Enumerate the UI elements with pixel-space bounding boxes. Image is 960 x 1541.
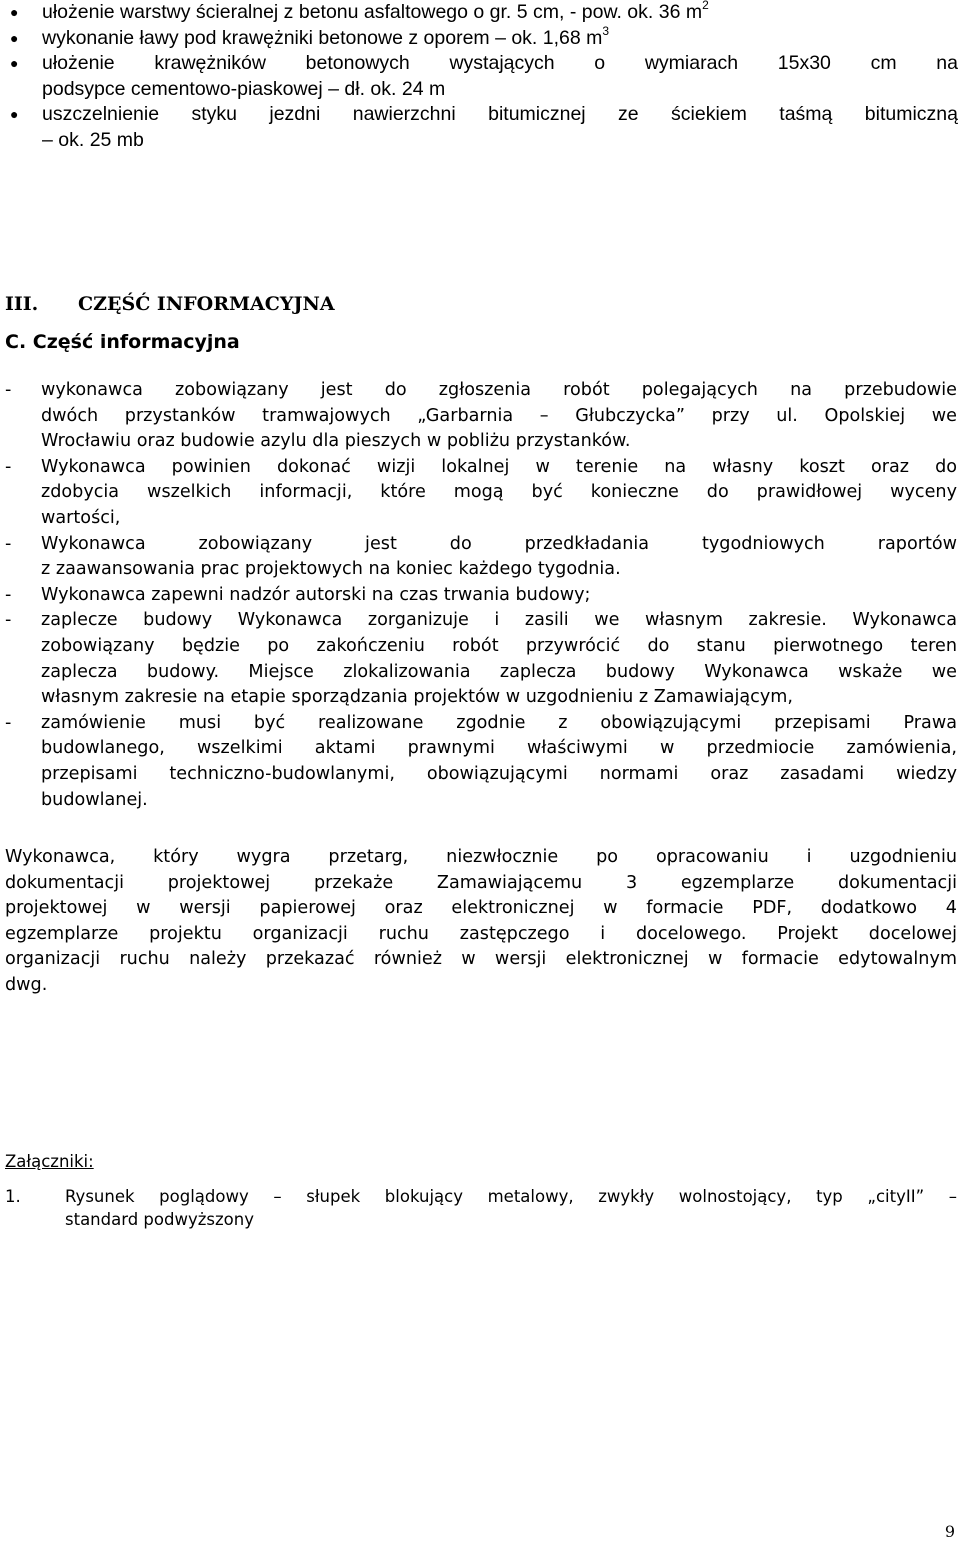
dash-item	[5, 455, 957, 532]
attachment-text	[5, 1185, 957, 1231]
page-number: 9	[944, 1522, 955, 1541]
dash-text: wykonawca zobowiązany jest do zgłoszenia robót polegających na przebudowie	[41, 380, 957, 400]
bullet-item	[0, 0, 960, 26]
body-paragraph	[5, 845, 957, 999]
bullet-item	[0, 102, 960, 153]
dash-text: Wykonawca zapewni nadzór autorski na czas trwania budowy;	[41, 584, 591, 605]
section-heading	[5, 291, 335, 317]
dash-text: zdobycia wszelkich informacji, które mogą być konieczne do prawidłowej wyceny	[41, 482, 957, 503]
paragraph-line: dokumentacji projektowej przekaże Zamawiającemu 3 egzemplarze dokumentacji	[5, 872, 957, 893]
bullet-text: ułożenie warstwy ścieralnej z betonu asfaltowego o gr. 5 cm, - pow. ok. 36 m	[42, 1, 703, 23]
dash-text: Wykonawca powinien dokonać wizji lokalnej w terenie na własny koszt oraz do	[41, 456, 957, 477]
dash-text: z zaawansowania prac projektowych na koniec każdego tygodnia.	[41, 559, 621, 580]
bullet-text: wykonanie ławy pod krawężniki betonowe z oporem – ok. 1,68 m	[42, 26, 603, 49]
attachment-line: standard podwyższony	[65, 1210, 254, 1229]
dash-text: zaplecze budowy Wykonawca zorganizuje i zasili we własnym zakresie. Wykonawca	[41, 610, 957, 631]
dash-item	[5, 711, 957, 813]
bullet-text: podsypce cementowo-piaskowej – dł. ok. 24 m	[42, 77, 446, 100]
paragraph-line: egzemplarze projektu organizacji ruchu zastępczego i docelowego. Projekt docelowej	[5, 923, 957, 944]
dash-marker: -	[5, 456, 12, 477]
attachments-label: Załączniki:	[5, 1152, 94, 1171]
dash-text: Wykonawca zobowiązany jest do przedkładania tygodniowych raportów	[41, 533, 957, 554]
bullet-text: ułożenie krawężników betonowych wystających o wymiarach 15x30 cm na	[42, 52, 958, 74]
dash-list	[5, 378, 957, 813]
section-number: III.	[5, 293, 39, 315]
dash-text: zobowiązany będzie po zakończeniu robót przywrócić do stanu pierwotnego teren	[41, 635, 957, 656]
dash-text: budowlanego, wszelkimi aktami prawnymi właściwymi w przedmiocie zamówienia,	[41, 738, 957, 759]
bullet-icon: ●	[10, 55, 19, 71]
bullet-text: – ok. 25 mb	[42, 128, 144, 151]
attachment-number: 1.	[5, 1187, 21, 1206]
dash-text: przepisami techniczno-budowlanymi, obowiązującymi normami oraz zasadami wiedzy	[41, 763, 957, 784]
dash-item	[5, 608, 957, 710]
dash-item	[5, 532, 957, 583]
dash-text: dwóch przystanków tramwajowych „Garbarnia – Głubczycka” przy ul. Opolskiej we	[41, 405, 957, 426]
dash-text: budowlanej.	[41, 789, 148, 810]
bullet-list	[0, 0, 960, 153]
bullet-icon: ●	[10, 4, 19, 20]
dash-item	[5, 378, 957, 455]
superscript: 2	[702, 0, 709, 12]
dash-text: zamówienie musi być realizowane zgodnie z obowiązującymi przepisami Prawa	[41, 712, 957, 733]
superscript: 3	[602, 23, 610, 38]
dash-marker: -	[5, 380, 12, 400]
subsection-heading: C. Część informacyjna	[5, 331, 240, 353]
dash-marker: -	[5, 584, 12, 605]
dash-text: wartości,	[41, 507, 121, 528]
dash-text: zaplecza budowy. Miejsce zlokalizowania zaplecza budowy Wykonawca wskaże we	[41, 661, 957, 682]
bullet-icon: ●	[10, 29, 19, 46]
bullet-item	[0, 51, 960, 102]
dash-marker: -	[5, 610, 12, 631]
dash-text: własnym zakresie na etapie sporządzania projektów w uzgodnieniu z Zamawiającym,	[41, 687, 793, 708]
attachment-item	[5, 1185, 957, 1231]
dash-marker: -	[5, 712, 12, 733]
bullet-item	[0, 23, 960, 52]
paragraph-line: Wykonawca, który wygra przetarg, niezwłocznie po opracowaniu i uzgodnieniu	[5, 847, 957, 867]
dash-item	[5, 583, 957, 609]
paragraph-line: organizacji ruchu należy przekazać również w wersji elektronicznej w formacie edytowalnym	[5, 949, 957, 970]
attachment-line: Rysunek poglądowy – słupek blokujący metalowy, zwykły wolnostojący, typ „cityII” –	[65, 1187, 957, 1206]
paragraph-line: projektowej w wersji papierowej oraz elektronicznej w formacie PDF, dodatkowo 4	[5, 898, 957, 919]
bullet-icon: ●	[10, 106, 19, 122]
paragraph-line: dwg.	[5, 974, 48, 995]
bullet-text: uszczelnienie styku jezdni nawierzchni bitumicznej ze ściekiem taśmą bitumiczną	[42, 103, 958, 125]
dash-marker: -	[5, 533, 12, 554]
section-title: CZĘŚĆ INFORMACYJNA	[78, 293, 335, 315]
dash-text: Wrocławiu oraz budowie azylu dla pieszych w pobliżu przystanków.	[41, 431, 631, 452]
